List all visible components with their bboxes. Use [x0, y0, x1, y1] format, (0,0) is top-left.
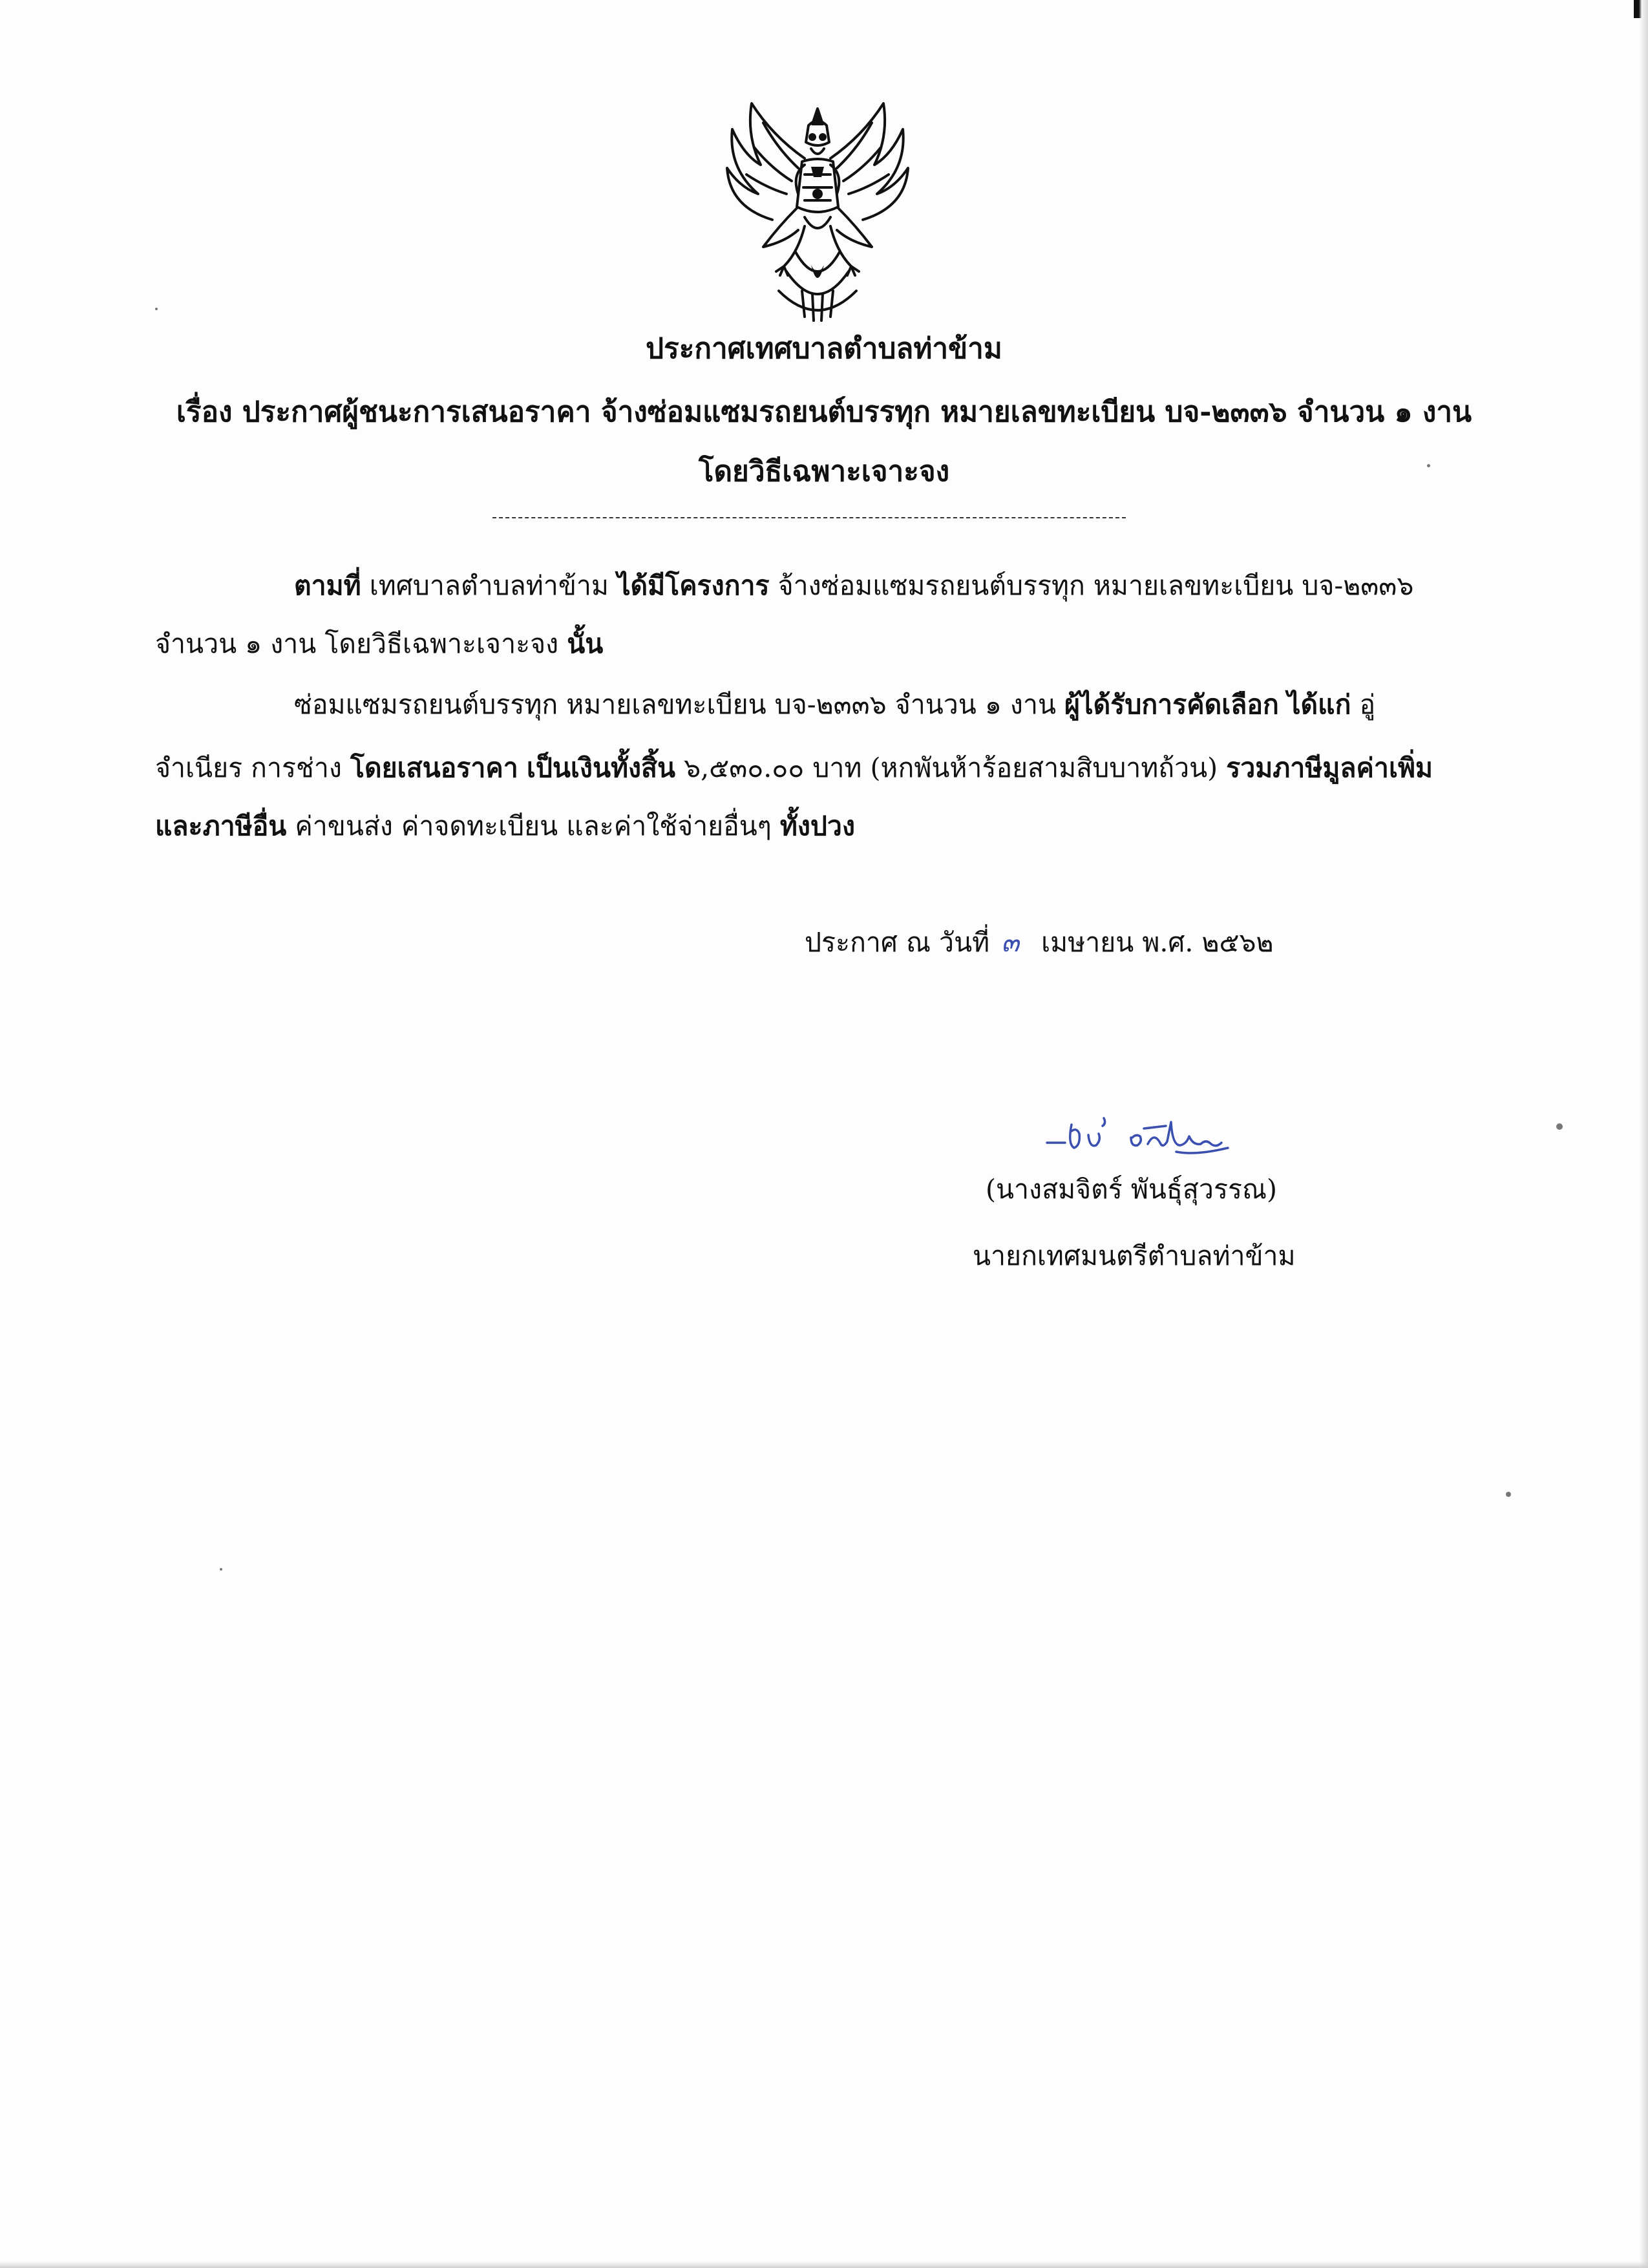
handwritten-signature	[1034, 1105, 1267, 1170]
text-amount: ๖,๕๓๐.๐๐ บาท (หกพันห้าร้อยสามสิบบาทถ้วน)	[675, 752, 1227, 783]
text-fees: ค่าขนส่ง ค่าจดทะเบียน และค่าใช้จ่ายอื่นๆ	[286, 811, 780, 842]
signatory-name: (นางสมจิตร์ พันธุ์สุวรรณ)	[986, 1174, 1278, 1205]
date-month-year: เมษายน พ.ศ. ๒๕๖๒	[1041, 927, 1274, 958]
text-nan: นั้น	[567, 628, 604, 659]
paragraph1-line1	[294, 567, 1413, 604]
scan-speck	[220, 1568, 222, 1571]
paragraph1-line2	[155, 626, 603, 662]
text-has-project: ได้มีโครงการ	[617, 570, 770, 601]
text-selected: ผู้ได้รับการคัดเลือก	[1064, 689, 1279, 720]
procurement-method: โดยวิธีเฉพาะเจาะจง	[698, 455, 950, 488]
text-garage-start: อู่	[1351, 689, 1376, 720]
announcement-date	[805, 924, 1274, 960]
text-municipality: เทศบาลตำบลท่าข้าม	[361, 570, 617, 601]
text-quantity-method: จำนวน ๑ งาน โดยวิธีเฉพาะเจาะจง	[155, 628, 567, 659]
paragraph2-line2	[155, 750, 1433, 786]
garuda-emblem-icon	[701, 97, 934, 330]
text-space	[518, 752, 527, 783]
text-dai-kae: ได้แก่	[1287, 689, 1351, 720]
paragraph2-line3	[155, 808, 855, 844]
text-by-offer: โดยเสนอราคา	[350, 752, 518, 783]
scan-speck	[1427, 464, 1430, 467]
date-prefix: ประกาศ ณ วันที่	[805, 927, 990, 958]
text-total: เป็นเงินทั้งสิ้น	[526, 752, 676, 783]
paragraph2-line1	[294, 686, 1375, 723]
scan-edge-bottom	[0, 2262, 1648, 2268]
subject-rest: จ้างซ่อมแซมรถยนต์บรรทุก หมายเลขทะเบียน บจ-๒๓๓๖ จำนวน ๑ งาน	[600, 396, 1472, 429]
announcement-subject	[0, 393, 1648, 432]
text-garage-name: จำเนียร การช่าง	[155, 752, 350, 783]
text-tamthi: ตามที่	[294, 570, 361, 601]
scan-speck	[1556, 1123, 1563, 1130]
text-all: ทั้งปวง	[779, 811, 855, 842]
date-day-handwritten: ๓	[1001, 927, 1020, 958]
scan-speck	[155, 308, 158, 310]
text-incl-vat: รวมภาษีมูลค่าเพิ่ม	[1226, 752, 1433, 783]
scan-speck	[1506, 1492, 1511, 1497]
subject-prefix: เรื่อง ประกาศผู้ชนะการเสนอราคา	[176, 396, 591, 429]
announcement-title: ประกาศเทศบาลตำบลท่าข้าม	[646, 332, 1002, 365]
text-other-tax: และภาษีอื่น	[155, 811, 287, 842]
text-repair-desc: ซ่อมแซมรถยนต์บรรทุก หมายเลขทะเบียน บจ-๒๓๓๖ จำนวน ๑ งาน	[294, 689, 1065, 720]
header-divider	[492, 517, 1126, 518]
text-space	[1279, 689, 1287, 720]
signatory-position: นายกเทศมนตรีตำบลท่าข้าม	[973, 1240, 1296, 1271]
text-project-desc: จ้างซ่อมแซมรถยนต์บรรทุก หมายเลขทะเบียน บจ-๒๓๓๖	[769, 570, 1414, 601]
